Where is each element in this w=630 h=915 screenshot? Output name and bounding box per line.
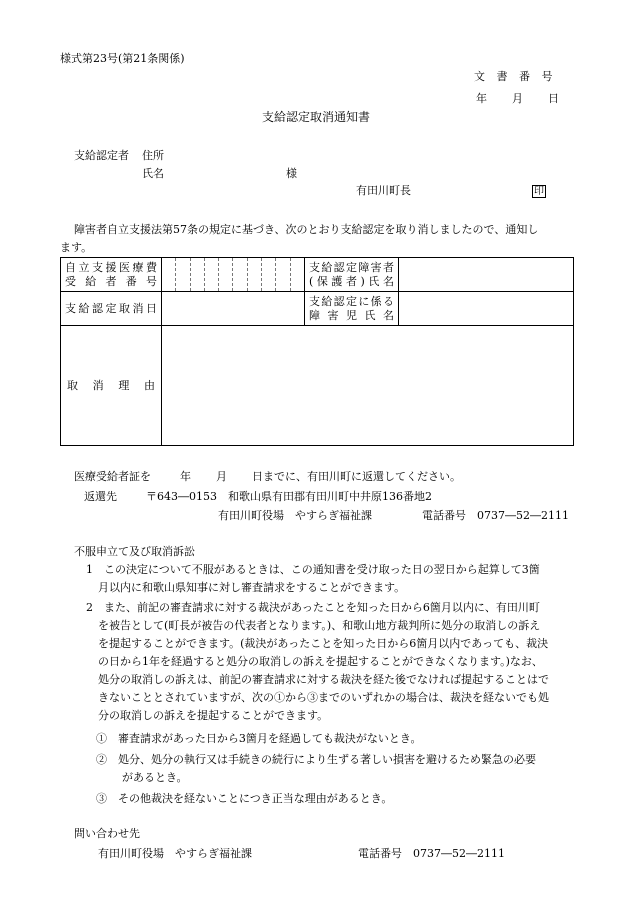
appeal-item-2-line2: があるとき。 [122,771,188,784]
appeal-p2-line4: の日から1年を経過すると処分の取消しの訴えを提起することができなくなります。)なお、 [98,655,543,668]
revocation-date-label: 支給認定取消日 [61,292,162,326]
return-notice-d: 日までに、有田川町に返還してください。 [252,470,461,483]
recipient-label: 支給認定者 [74,149,129,162]
address-label: 住所 [142,149,164,162]
appeal-p1-line1: 1 この決定について不服があるときは、この通知書を受け取った日の翌日から起算して3箇 [86,563,540,576]
return-month: 月 [216,470,227,483]
form-number: 様式第23号(第21条関係) [60,52,185,65]
intro-line-1: 障害者自立支援法第57条の規定に基づき、次のとおり支給認定を取り消しましたので、通知し [74,223,539,236]
name-label: 氏名 [142,167,164,180]
return-phone: 電話番号 0737―52―2111 [422,509,569,522]
appeal-item-2-line1: ② 処分、処分の執行又は手続きの続行により生ずる著しい損害を避けるため緊急の必要 [96,753,536,766]
return-office: 有田川町役場 やすらぎ福祉課 [218,509,372,522]
return-destination-label: 返還先 [84,490,117,503]
document-number-label: 文 書 番 号 [474,70,557,83]
appeal-p2-line6: きないこととされていますが、次の①から③までのいずれかの場合は、裁決を経ないでも処 [98,691,549,704]
contact-heading: 問い合わせ先 [74,827,140,840]
contact-office: 有田川町役場 やすらぎ福祉課 [98,847,252,860]
appeal-item-3: ③ その他裁決を経ないことにつき正当な理由があるとき。 [96,792,393,805]
appeal-heading: 不服申立て及び取消訴訟 [74,545,195,558]
appeal-p2-line3: を提起することができます。(裁決があったことを知った日から6箇月以内であっても、裁決 [98,637,549,650]
appeal-p2-line7: 分の取消しの訴えを提起することができます。 [98,709,329,722]
certification-table [60,257,574,446]
return-notice-a: 医療受給者証を [74,470,151,483]
intro-line-2: ます。 [60,241,93,254]
return-address: 〒643―0153 和歌山県有田郡有田川町中井原136番地2 [146,490,432,503]
recipient-number-field[interactable] [162,258,305,292]
issuer-name: 有田川町長 [356,184,411,197]
child-name-field[interactable] [399,292,574,326]
certified-person-name-field[interactable] [399,258,574,292]
date-day-label: 日 [548,92,559,105]
page-title: 支給認定取消通知書 [262,110,371,124]
contact-phone: 電話番号 0737―52―2111 [358,847,505,860]
appeal-item-1: ① 審査請求があった日から3箇月を経過しても裁決がないとき。 [96,732,422,745]
recipient-number-label: 自立支援医療費 受給者番号 [61,258,162,292]
date-month-label: 月 [512,92,523,105]
revocation-reason-field[interactable] [162,326,574,446]
appeal-p1-line2: 月以内に和歌山県知事に対し審査請求をすることができます。 [98,581,406,594]
date-year-label: 年 [476,92,487,105]
honorific: 様 [286,167,297,180]
revocation-reason-label: 取消理由 [61,326,162,446]
child-name-label: 支給認定に係る 障害児氏名 [305,292,399,326]
seal-mark: 印 [534,186,544,197]
appeal-p2-line1: 2 また、前記の審査請求に対する裁決があったことを知った日から6箇月以内に、有田川町 [86,601,540,614]
return-year: 年 [180,470,191,483]
revocation-date-field[interactable] [162,292,305,326]
appeal-p2-line5: 処分の取消しの訴えは、前記の審査請求に対する裁決を経た後でなければ提起することはで [98,673,549,686]
certified-person-name-label: 支給認定障害者 (保護者)氏名 [305,258,399,292]
appeal-p2-line2: を被告として(町長が被告の代表者となります。)、和歌山地方裁判所に処分の取消しの訴え [98,619,541,632]
